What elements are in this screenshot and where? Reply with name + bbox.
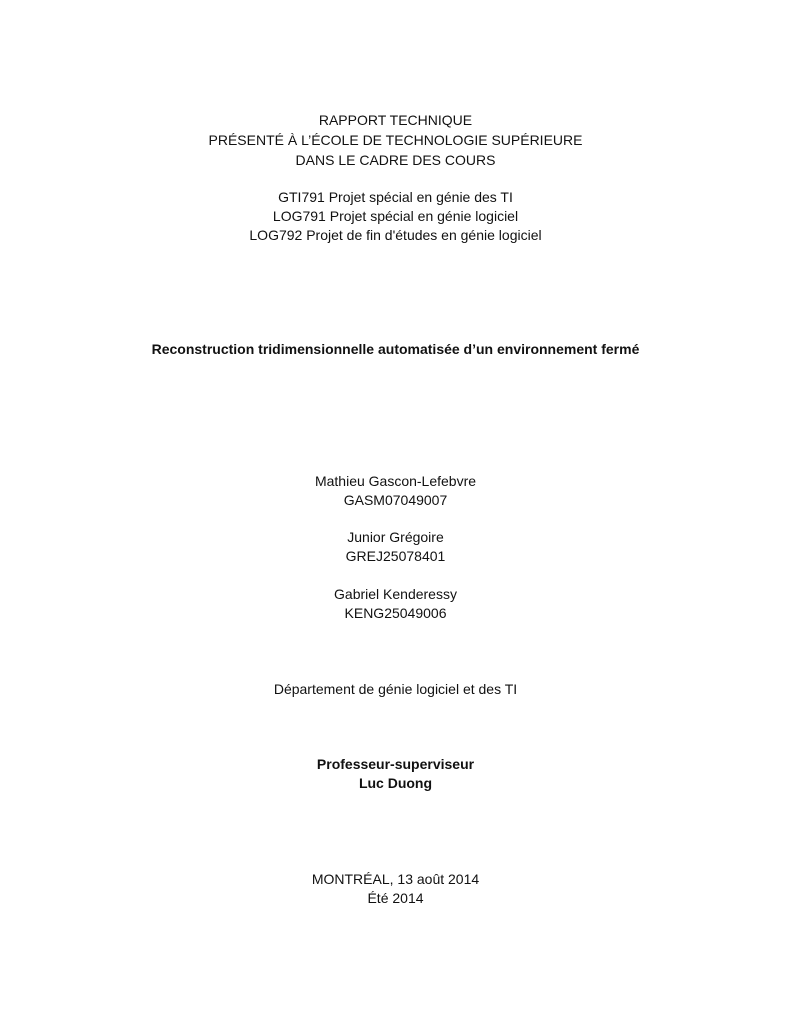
- author-code: GREJ25078401: [345, 548, 446, 564]
- author-name: Mathieu Gascon-Lefebvre: [314, 473, 477, 489]
- course-line: LOG791 Projet spécial en génie logiciel: [272, 208, 519, 224]
- academic-term: Été 2014: [367, 890, 424, 906]
- report-type-heading: RAPPORT TECHNIQUE: [318, 112, 473, 128]
- author-code: KENG25049006: [344, 605, 447, 621]
- report-title: Reconstruction tridimensionnelle automatisée d’un environnement fermé: [151, 341, 640, 357]
- author-name: Gabriel Kenderessy: [334, 586, 457, 602]
- author-code: GASM07049007: [343, 492, 448, 508]
- course-context-heading: DANS LE CADRE DES COURS: [295, 152, 496, 168]
- course-line: GTI791 Projet spécial en génie des TI: [278, 189, 513, 205]
- author-name: Junior Grégoire: [347, 529, 444, 545]
- supervisor-name: Luc Duong: [358, 775, 433, 791]
- supervisor-role: Professeur-superviseur: [316, 756, 475, 772]
- school-heading: PRÉSENTÉ À L’ÉCOLE DE TECHNOLOGIE SUPÉRIEURE: [208, 132, 583, 148]
- place-and-date: MONTRÉAL, 13 août 2014: [311, 871, 480, 887]
- course-line: LOG792 Projet de fin d'études en génie logiciel: [249, 227, 542, 243]
- department-name: Département de génie logiciel et des TI: [273, 681, 518, 697]
